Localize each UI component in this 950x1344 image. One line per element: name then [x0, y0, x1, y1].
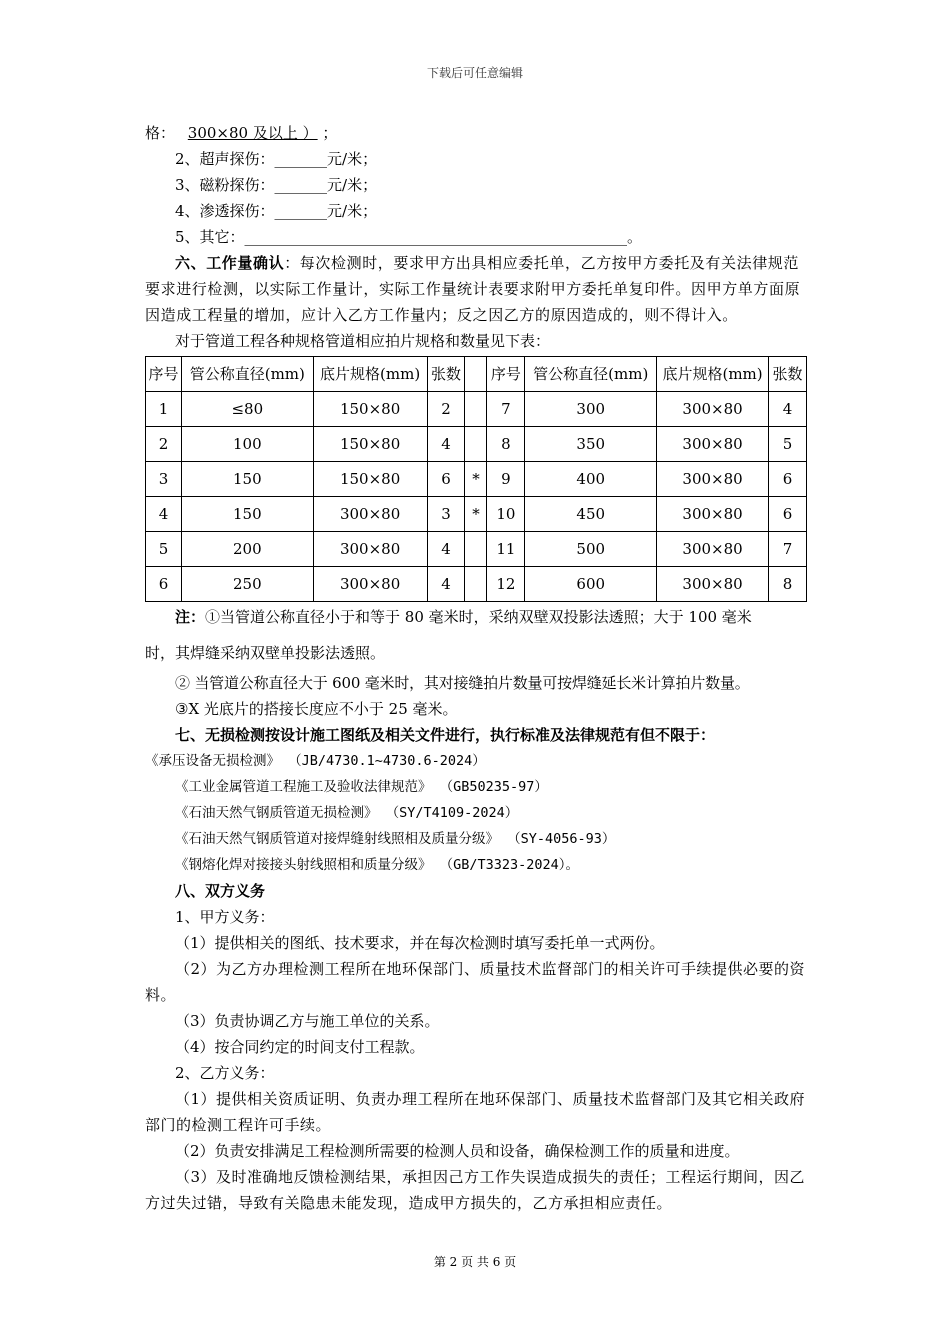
party-a-item: （4）按合同约定的时间支付工程款。: [175, 1038, 425, 1056]
table-cell: 7: [487, 392, 525, 427]
table-cell: 6: [768, 462, 806, 497]
table-cell: *: [465, 462, 487, 497]
table-cell: 4: [427, 427, 465, 462]
header-cell: 管公称直径(mm): [525, 357, 657, 392]
header-cell: 张数: [427, 357, 465, 392]
table-row: [146, 532, 807, 567]
table-cell: 7: [768, 532, 806, 567]
standard-item: 《石油天然气钢质管道对接焊缝射线照相及质量分级》 （SY-4056-93）: [175, 831, 616, 847]
table-cell: 4: [427, 567, 465, 602]
header-cell: 底片规格(mm): [313, 357, 427, 392]
party-b-item: （2）负责安排满足工程检测所需要的检测人员和设备，确保检测工作的质量和进度。: [175, 1142, 740, 1160]
table-cell: 300: [525, 392, 657, 427]
table-cell: [465, 392, 487, 427]
table-row: [146, 427, 807, 462]
table-cell: 150: [181, 462, 313, 497]
table-row: [146, 497, 807, 532]
table-cell: 350: [525, 427, 657, 462]
page-footer: 第 2 页 共 6 页: [433, 1255, 517, 1269]
party-a-title: 1、甲方义务：: [175, 908, 275, 926]
table-cell: 100: [181, 427, 313, 462]
section-6-body: ：每次检测时，要求甲方出具相应委托单，乙方按甲方委托及有关法律规范要求进行检测，以实际工作量计，实际工作量统计表要求附甲方委托单复印件。因甲方单方面原因造成工程量的增加，应计入乙方工作量内；反之因乙方的原因造成的，则不得计入。: [145, 254, 801, 324]
table-cell: 400: [525, 462, 657, 497]
penetrant-price-line: 4、渗透探伤：_______元/米；: [175, 202, 378, 220]
table-cell: *: [465, 497, 487, 532]
table-cell: 600: [525, 567, 657, 602]
table-row: [146, 567, 807, 602]
header-cell: 序号: [146, 357, 182, 392]
table-cell: [465, 427, 487, 462]
table-cell: 9: [487, 462, 525, 497]
other-price-line: 5、其它：___________________________________________________。: [175, 228, 643, 246]
table-cell: 1: [146, 392, 182, 427]
table-cell: 4: [768, 392, 806, 427]
table-intro: 对于管道工程各种规格管道相应拍片规格和数量见下表：: [175, 332, 551, 350]
table-cell: 300×80: [313, 567, 427, 602]
table-cell: 8: [487, 427, 525, 462]
table-header-row: [146, 357, 807, 392]
table-cell: 10: [487, 497, 525, 532]
price-suffix: ；: [322, 124, 338, 142]
table-cell: 300×80: [657, 497, 769, 532]
table-cell: 8: [768, 567, 806, 602]
party-a-item: （3）负责协调乙方与施工单位的关系。: [175, 1012, 440, 1030]
table-cell: 3: [427, 497, 465, 532]
magnetic-price-line: 3、磁粉探伤：_______元/米；: [175, 176, 378, 194]
header-cell: 序号: [487, 357, 525, 392]
price-spec-value: 300×80 及以上 ）: [187, 124, 318, 142]
table-row: [146, 392, 807, 427]
table-cell: 2: [146, 427, 182, 462]
table-cell: 6: [768, 497, 806, 532]
section-6-heading: 六、工作量确认: [175, 254, 285, 272]
page-header: 下载后可任意编辑: [426, 66, 523, 80]
table-cell: 300×80: [313, 497, 427, 532]
table-cell: 5: [768, 427, 806, 462]
table-cell: ≤80: [181, 392, 313, 427]
note-2: ② 当管道公称直径大于 600 毫米时，其对接缝拍片数量可按焊缝延长米计算拍片数量。: [175, 674, 750, 692]
note-label: 注：: [175, 608, 206, 626]
standard-item: 《承压设备无损检测》 （JB/4730.1~4730.6-2024）: [145, 753, 486, 769]
section-8-heading: 八、双方义务: [175, 882, 266, 900]
table-cell: 150×80: [313, 392, 427, 427]
table-cell: 4: [146, 497, 182, 532]
table-cell: 500: [525, 532, 657, 567]
table-cell: 3: [146, 462, 182, 497]
table-cell: 5: [146, 532, 182, 567]
table-cell: 6: [146, 567, 182, 602]
table-cell: 300×80: [657, 532, 769, 567]
film-spec-table: [145, 356, 807, 602]
standard-item: 《工业金属管道工程施工及验收法律规范》 （GB50235-97）: [175, 779, 548, 795]
table-cell: 300×80: [657, 462, 769, 497]
ultrasonic-price-line: 2、超声探伤：_______元/米；: [175, 150, 378, 168]
note-1-text: ①当管道公称直径小于和等于 80 毫米时，采纳双壁双投影法透照；大于 100 毫米: [205, 608, 752, 626]
table-row: [146, 462, 807, 497]
party-b-item: （3）及时准确地反馈检测结果，承担因己方工作失误造成损失的责任；工程运行期间，因乙方过失过错，导致有关隐患未能发现，造成甲方损失的，乙方承担相应责任。: [145, 1168, 806, 1212]
table-cell: 12: [487, 567, 525, 602]
header-cell: 管公称直径(mm): [181, 357, 313, 392]
table-cell: 150×80: [313, 462, 427, 497]
table-cell: 300×80: [313, 532, 427, 567]
table-cell: 300×80: [657, 567, 769, 602]
table-cell: [465, 532, 487, 567]
table-cell: [465, 567, 487, 602]
party-a-item: （2）为乙方办理检测工程所在地环保部门、质量技术监督部门的相关许可手续提供必要的资料。: [145, 960, 806, 1004]
table-cell: 450: [525, 497, 657, 532]
table-cell: 150×80: [313, 427, 427, 462]
party-b-item: （1）提供相关资质证明、负责办理工程所在地环保部门、质量技术监督部门及其它相关政府部门的检测工程许可手续。: [145, 1090, 806, 1134]
price-line-1: [145, 120, 810, 146]
table-cell: 2: [427, 392, 465, 427]
table-cell: 150: [181, 497, 313, 532]
note-1-continuation: 时，其焊缝采纳双壁单投影法透照。: [145, 644, 386, 662]
table-cell: 200: [181, 532, 313, 567]
price-prefix: 格：: [145, 124, 176, 142]
table-cell: 300×80: [657, 427, 769, 462]
note-1: [145, 604, 810, 630]
table-cell: 300×80: [657, 392, 769, 427]
standard-item: 《石油天然气钢质管道无损检测》 （SY/T4109-2024）: [175, 805, 519, 821]
table-cell: 6: [427, 462, 465, 497]
document-body: [145, 120, 810, 1216]
party-b-title: 2、乙方义务：: [175, 1064, 275, 1082]
header-cell: 底片规格(mm): [657, 357, 769, 392]
table-cell: 4: [427, 532, 465, 567]
table-cell: 11: [487, 532, 525, 567]
note-3: ③X 光底片的搭接长度应不小于 25 毫米。: [175, 700, 458, 718]
section-6-paragraph: [145, 250, 810, 328]
section-7-heading: 七、无损检测按设计施工图纸及相关文件进行，执行标准及法律规范有但不限于：: [175, 726, 716, 744]
table-cell: 250: [181, 567, 313, 602]
party-a-item: （1）提供相关的图纸、技术要求，并在每次检测时填写委托单一式两份。: [175, 934, 665, 952]
header-cell: 张数: [768, 357, 806, 392]
standard-item: 《钢熔化焊对接接头射线照相和质量分级》 （GB/T3323-2024）。: [175, 857, 580, 873]
header-cell: [465, 357, 487, 392]
